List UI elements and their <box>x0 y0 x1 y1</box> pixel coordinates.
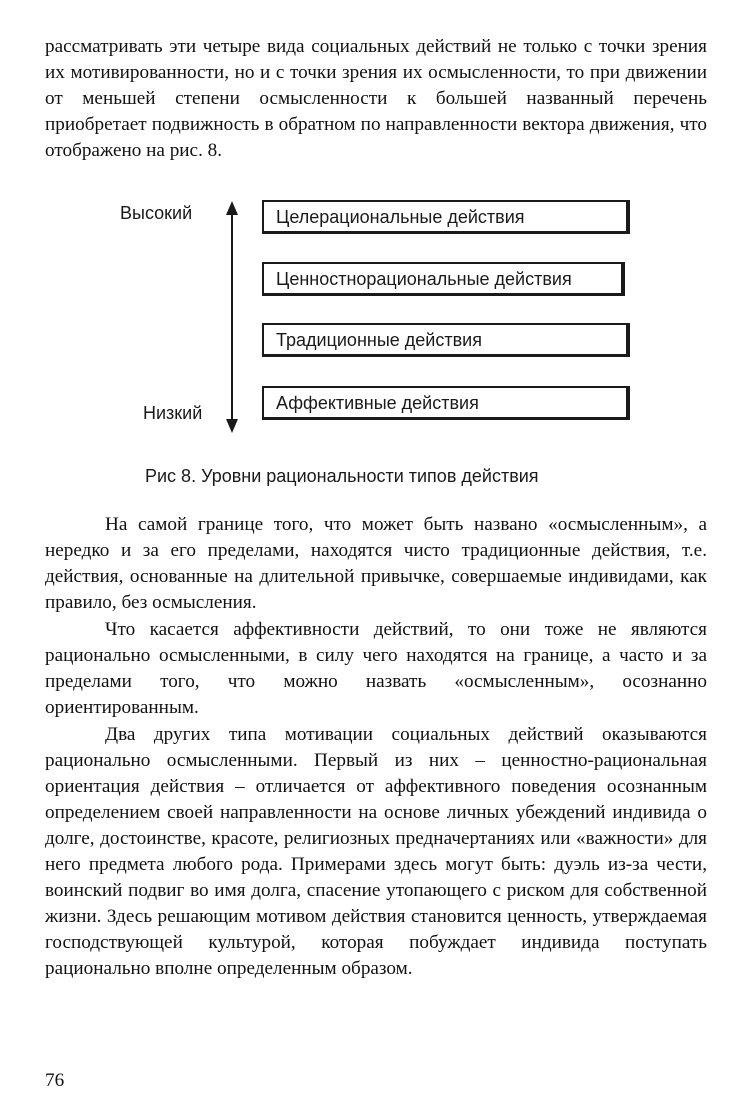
page-number: 76 <box>45 1070 65 1091</box>
box-value-rational: Ценностнорациональные действия <box>262 262 625 296</box>
paragraph-affective: Что касается аффективности действий, то они тоже не являются рационально осмысленными, в силу чего находятся на границе, а часто и за пределами того, что можно назвать «осмысленным», осознанно ориентированным. <box>45 619 707 718</box>
paragraph-value-rational: Два других типа мотивации социальных действий оказываются рационально осмысленными. Первый из них – ценностно-рациональная ориентация действия – отличается от аффективного поведения осознанным определением своей направленности на основе личных убеждений индивида о долге, достоинстве, красоте, религиозных предначертаниях или «важности» для него предмета любого рода. Примерами здесь могут быть: дуэль из-за чести, воинский подвиг во имя долга, спасение утопающего с риском для собственной жизни. Здесь решающим мотивом действия становится ценность, утверждаемая господствующей культурой, которая побуждает индивида поступать рационально вполне определенным образом. <box>45 724 707 979</box>
paragraph-traditional: На самой границе того, что может быть названо «осмысленным», а нередко и за его пределами, находятся чисто традиционные действия, т.е. действия, основанные на длительной привычке, совершаемые индивидами, как правило, без осмысления. <box>45 514 707 613</box>
label-low: Низкий <box>143 403 203 423</box>
double-arrow-icon <box>223 201 241 433</box>
label-high: Высокий <box>120 203 193 223</box>
box-traditional: Традиционные действия <box>262 323 630 357</box>
box-goal-rational: Целерациональные действия <box>262 200 630 234</box>
box-affective: Аффективные действия <box>262 386 630 420</box>
figure-caption: Рис 8. Уровни рациональности типов действия <box>145 466 539 486</box>
intro-paragraph: рассматривать эти четыре вида социальных действий не только с точки зрения их мотивированности, но и с точки зрения их осмысленности, то при движении от меньшей степени осмысленности к большей названный перечень приобретает подвижность в обратном по направленности вектора движения, что отображено на рис. 8. <box>45 36 707 161</box>
